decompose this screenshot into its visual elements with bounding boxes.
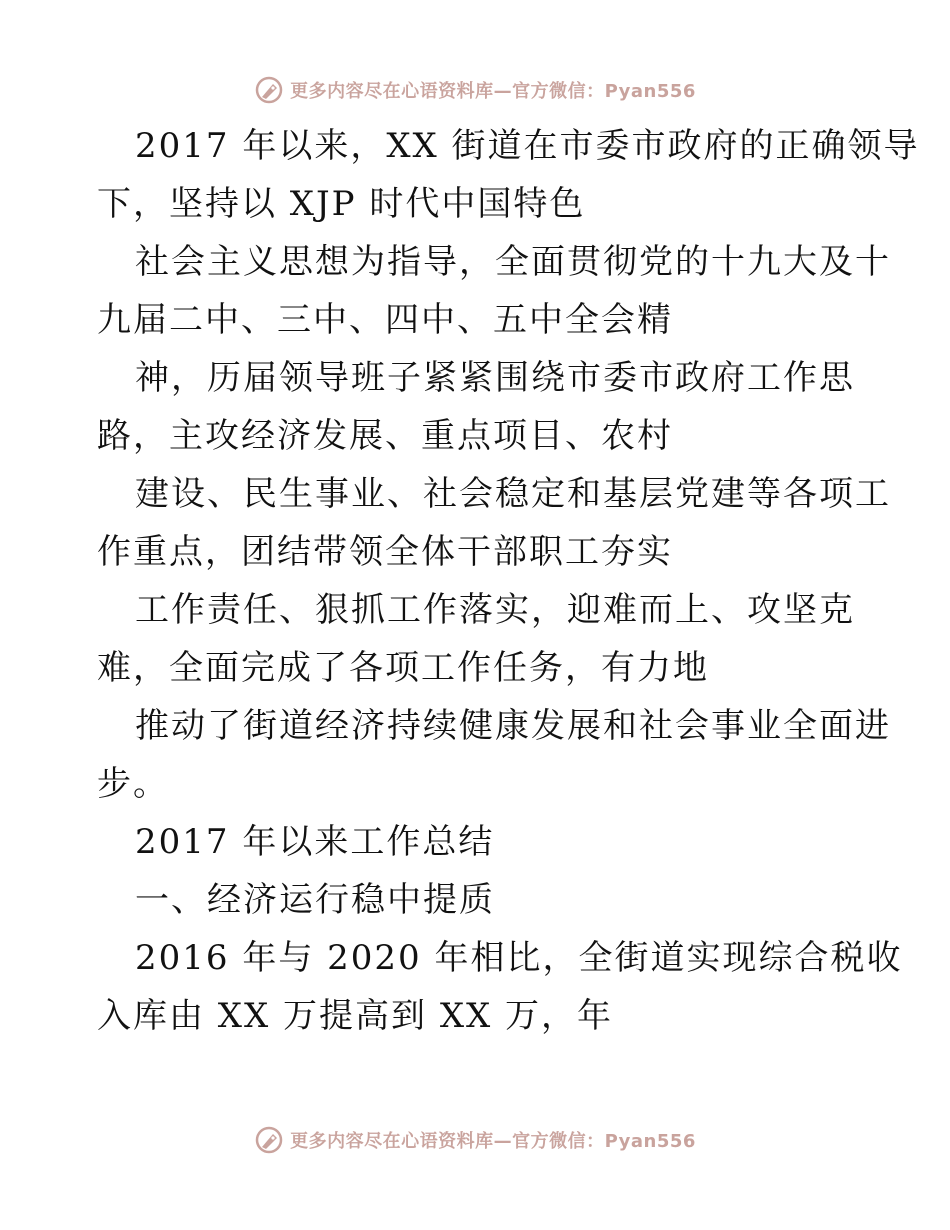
body-line: 工作责任、狠抓工作落实，迎难而上、攻坚克 — [135, 590, 855, 630]
body-line: 推动了街道经济持续健康发展和社会事业全面进 — [135, 706, 891, 746]
pen-nib-logo-icon — [254, 75, 284, 105]
body-line: 建设、民生事业、社会稳定和基层党建等各项工 — [135, 474, 891, 514]
body-line: 神，历届领导班子紧紧围绕市委市政府工作思 — [135, 358, 855, 398]
pen-nib-logo-icon — [254, 1125, 284, 1155]
body-line: 步。 — [97, 764, 169, 804]
body-line: 社会主义思想为指导，全面贯彻党的十九大及十 — [135, 242, 891, 282]
watermark-banner-top — [0, 70, 950, 110]
body-line: 下，坚持以 XJP 时代中国特色 — [97, 184, 586, 224]
subsection-heading: 一、经济运行稳中提质 — [135, 880, 495, 920]
body-line: 2017 年以来，XX 街道在市委市政府的正确领导 — [135, 126, 920, 166]
watermark-text: 更多内容尽在心语资料库—官方微信：Pyan556 — [290, 81, 696, 102]
body-line: 难，全面完成了各项工作任务，有力地 — [97, 648, 709, 688]
watermark-banner-bottom — [0, 1120, 950, 1160]
body-line: 入库由 XX 万提高到 XX 万，年 — [97, 996, 614, 1036]
body-line: 作重点，团结带领全体干部职工夯实 — [97, 532, 673, 572]
section-heading: 2017 年以来工作总结 — [135, 822, 495, 862]
body-line: 九届二中、三中、四中、五中全会精 — [97, 300, 673, 340]
watermark-text: 更多内容尽在心语资料库—官方微信：Pyan556 — [290, 1131, 696, 1152]
body-line: 路，主攻经济发展、重点项目、农村 — [97, 416, 673, 456]
body-line: 2016 年与 2020 年相比，全街道实现综合税收 — [135, 938, 903, 978]
